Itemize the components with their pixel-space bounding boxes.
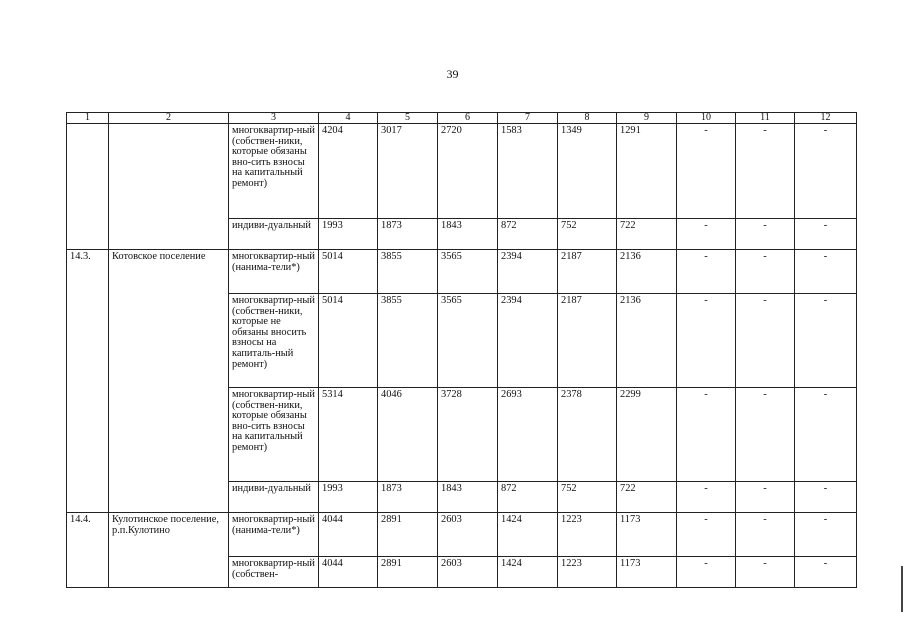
value-cell: 2299 — [617, 388, 677, 482]
value-cell: - — [736, 250, 795, 294]
header-row — [67, 113, 857, 124]
value-cell: 5014 — [319, 250, 378, 294]
housing-type-cell: многоквартир-ный (собствен-ники, которые обязаны вно-сить взносы на капитальный ремонт) — [229, 388, 319, 482]
value-cell: - — [795, 388, 857, 482]
value-cell: - — [736, 513, 795, 557]
value-cell: 2603 — [438, 513, 498, 557]
scan-edge-mark — [901, 566, 903, 612]
value-cell: 4044 — [319, 557, 378, 588]
header-cell: 4 — [319, 113, 378, 124]
value-cell: 2187 — [558, 250, 617, 294]
value-cell: - — [795, 557, 857, 588]
settlement-cell — [109, 124, 229, 250]
value-cell: 5014 — [319, 294, 378, 388]
value-cell: - — [677, 219, 736, 250]
value-cell: 2891 — [378, 513, 438, 557]
value-cell: - — [677, 513, 736, 557]
value-cell: - — [677, 388, 736, 482]
value-cell: - — [795, 219, 857, 250]
header-cell: 2 — [109, 113, 229, 124]
value-cell: 872 — [498, 219, 558, 250]
value-cell: 3855 — [378, 250, 438, 294]
value-cell: - — [795, 250, 857, 294]
table-row — [67, 513, 857, 557]
value-cell: 5314 — [319, 388, 378, 482]
value-cell: - — [736, 482, 795, 513]
value-cell: 1424 — [498, 513, 558, 557]
table-row — [67, 250, 857, 294]
housing-type-cell: многоквартир-ный (нанима-тели*) — [229, 250, 319, 294]
header-cell: 10 — [677, 113, 736, 124]
housing-type-cell: многоквартир-ный (собствен-ники, которые не обязаны вносить взносы на капиталь-ный ремонт) — [229, 294, 319, 388]
value-cell: - — [677, 250, 736, 294]
value-cell: - — [736, 388, 795, 482]
tariff-table — [66, 112, 857, 588]
header-cell: 6 — [438, 113, 498, 124]
header-cell: 12 — [795, 113, 857, 124]
value-cell: - — [795, 513, 857, 557]
value-cell: 1223 — [558, 557, 617, 588]
value-cell: 2378 — [558, 388, 617, 482]
value-cell: 1173 — [617, 513, 677, 557]
value-cell: 1993 — [319, 219, 378, 250]
value-cell: 722 — [617, 219, 677, 250]
value-cell: 1843 — [438, 219, 498, 250]
value-cell: 4044 — [319, 513, 378, 557]
page-number: 39 — [446, 67, 459, 81]
value-cell: 2693 — [498, 388, 558, 482]
value-cell: 752 — [558, 482, 617, 513]
row-number-cell — [67, 124, 109, 250]
value-cell: 3565 — [438, 294, 498, 388]
value-cell: 1873 — [378, 482, 438, 513]
value-cell: 1291 — [617, 124, 677, 219]
housing-type-cell: многоквартир-ный (собствен- — [229, 557, 319, 588]
value-cell: 2394 — [498, 294, 558, 388]
value-cell: 1843 — [438, 482, 498, 513]
value-cell: 872 — [498, 482, 558, 513]
value-cell: 1173 — [617, 557, 677, 588]
value-cell: 2720 — [438, 124, 498, 219]
value-cell: 2603 — [438, 557, 498, 588]
housing-type-cell: многоквартир-ный (нанима-тели*) — [229, 513, 319, 557]
value-cell: - — [736, 219, 795, 250]
value-cell: - — [795, 124, 857, 219]
value-cell: 1993 — [319, 482, 378, 513]
value-cell: 752 — [558, 219, 617, 250]
row-number-cell: 14.3. — [67, 250, 109, 513]
housing-type-cell: индиви-дуальный — [229, 219, 319, 250]
value-cell: 3728 — [438, 388, 498, 482]
value-cell: 1223 — [558, 513, 617, 557]
value-cell: 3565 — [438, 250, 498, 294]
value-cell: 1583 — [498, 124, 558, 219]
header-cell: 5 — [378, 113, 438, 124]
header-cell: 8 — [558, 113, 617, 124]
value-cell: 2136 — [617, 294, 677, 388]
value-cell: 3855 — [378, 294, 438, 388]
value-cell: - — [736, 124, 795, 219]
value-cell: - — [677, 482, 736, 513]
value-cell: 722 — [617, 482, 677, 513]
value-cell: - — [736, 557, 795, 588]
header-cell: 11 — [736, 113, 795, 124]
value-cell: 2187 — [558, 294, 617, 388]
value-cell: 2891 — [378, 557, 438, 588]
settlement-cell: Кулотинское поселение, р.п.Кулотино — [109, 513, 229, 588]
value-cell: 2394 — [498, 250, 558, 294]
header-cell: 9 — [617, 113, 677, 124]
value-cell: 3017 — [378, 124, 438, 219]
value-cell: 1424 — [498, 557, 558, 588]
value-cell: - — [736, 294, 795, 388]
header-cell: 3 — [229, 113, 319, 124]
value-cell: - — [677, 124, 736, 219]
housing-type-cell: многоквартир-ный (собствен-ники, которые обязаны вно-сить взносы на капитальный ремонт) — [229, 124, 319, 219]
value-cell: - — [677, 294, 736, 388]
value-cell: 2136 — [617, 250, 677, 294]
value-cell: 1349 — [558, 124, 617, 219]
row-number-cell: 14.4. — [67, 513, 109, 588]
value-cell: 4046 — [378, 388, 438, 482]
value-cell: 4204 — [319, 124, 378, 219]
value-cell: - — [795, 482, 857, 513]
header-cell: 7 — [498, 113, 558, 124]
header-cell: 1 — [67, 113, 109, 124]
housing-type-cell: индиви-дуальный — [229, 482, 319, 513]
value-cell: 1873 — [378, 219, 438, 250]
table-row — [67, 124, 857, 219]
value-cell: - — [795, 294, 857, 388]
value-cell: - — [677, 557, 736, 588]
settlement-cell: Котовское поселение — [109, 250, 229, 513]
